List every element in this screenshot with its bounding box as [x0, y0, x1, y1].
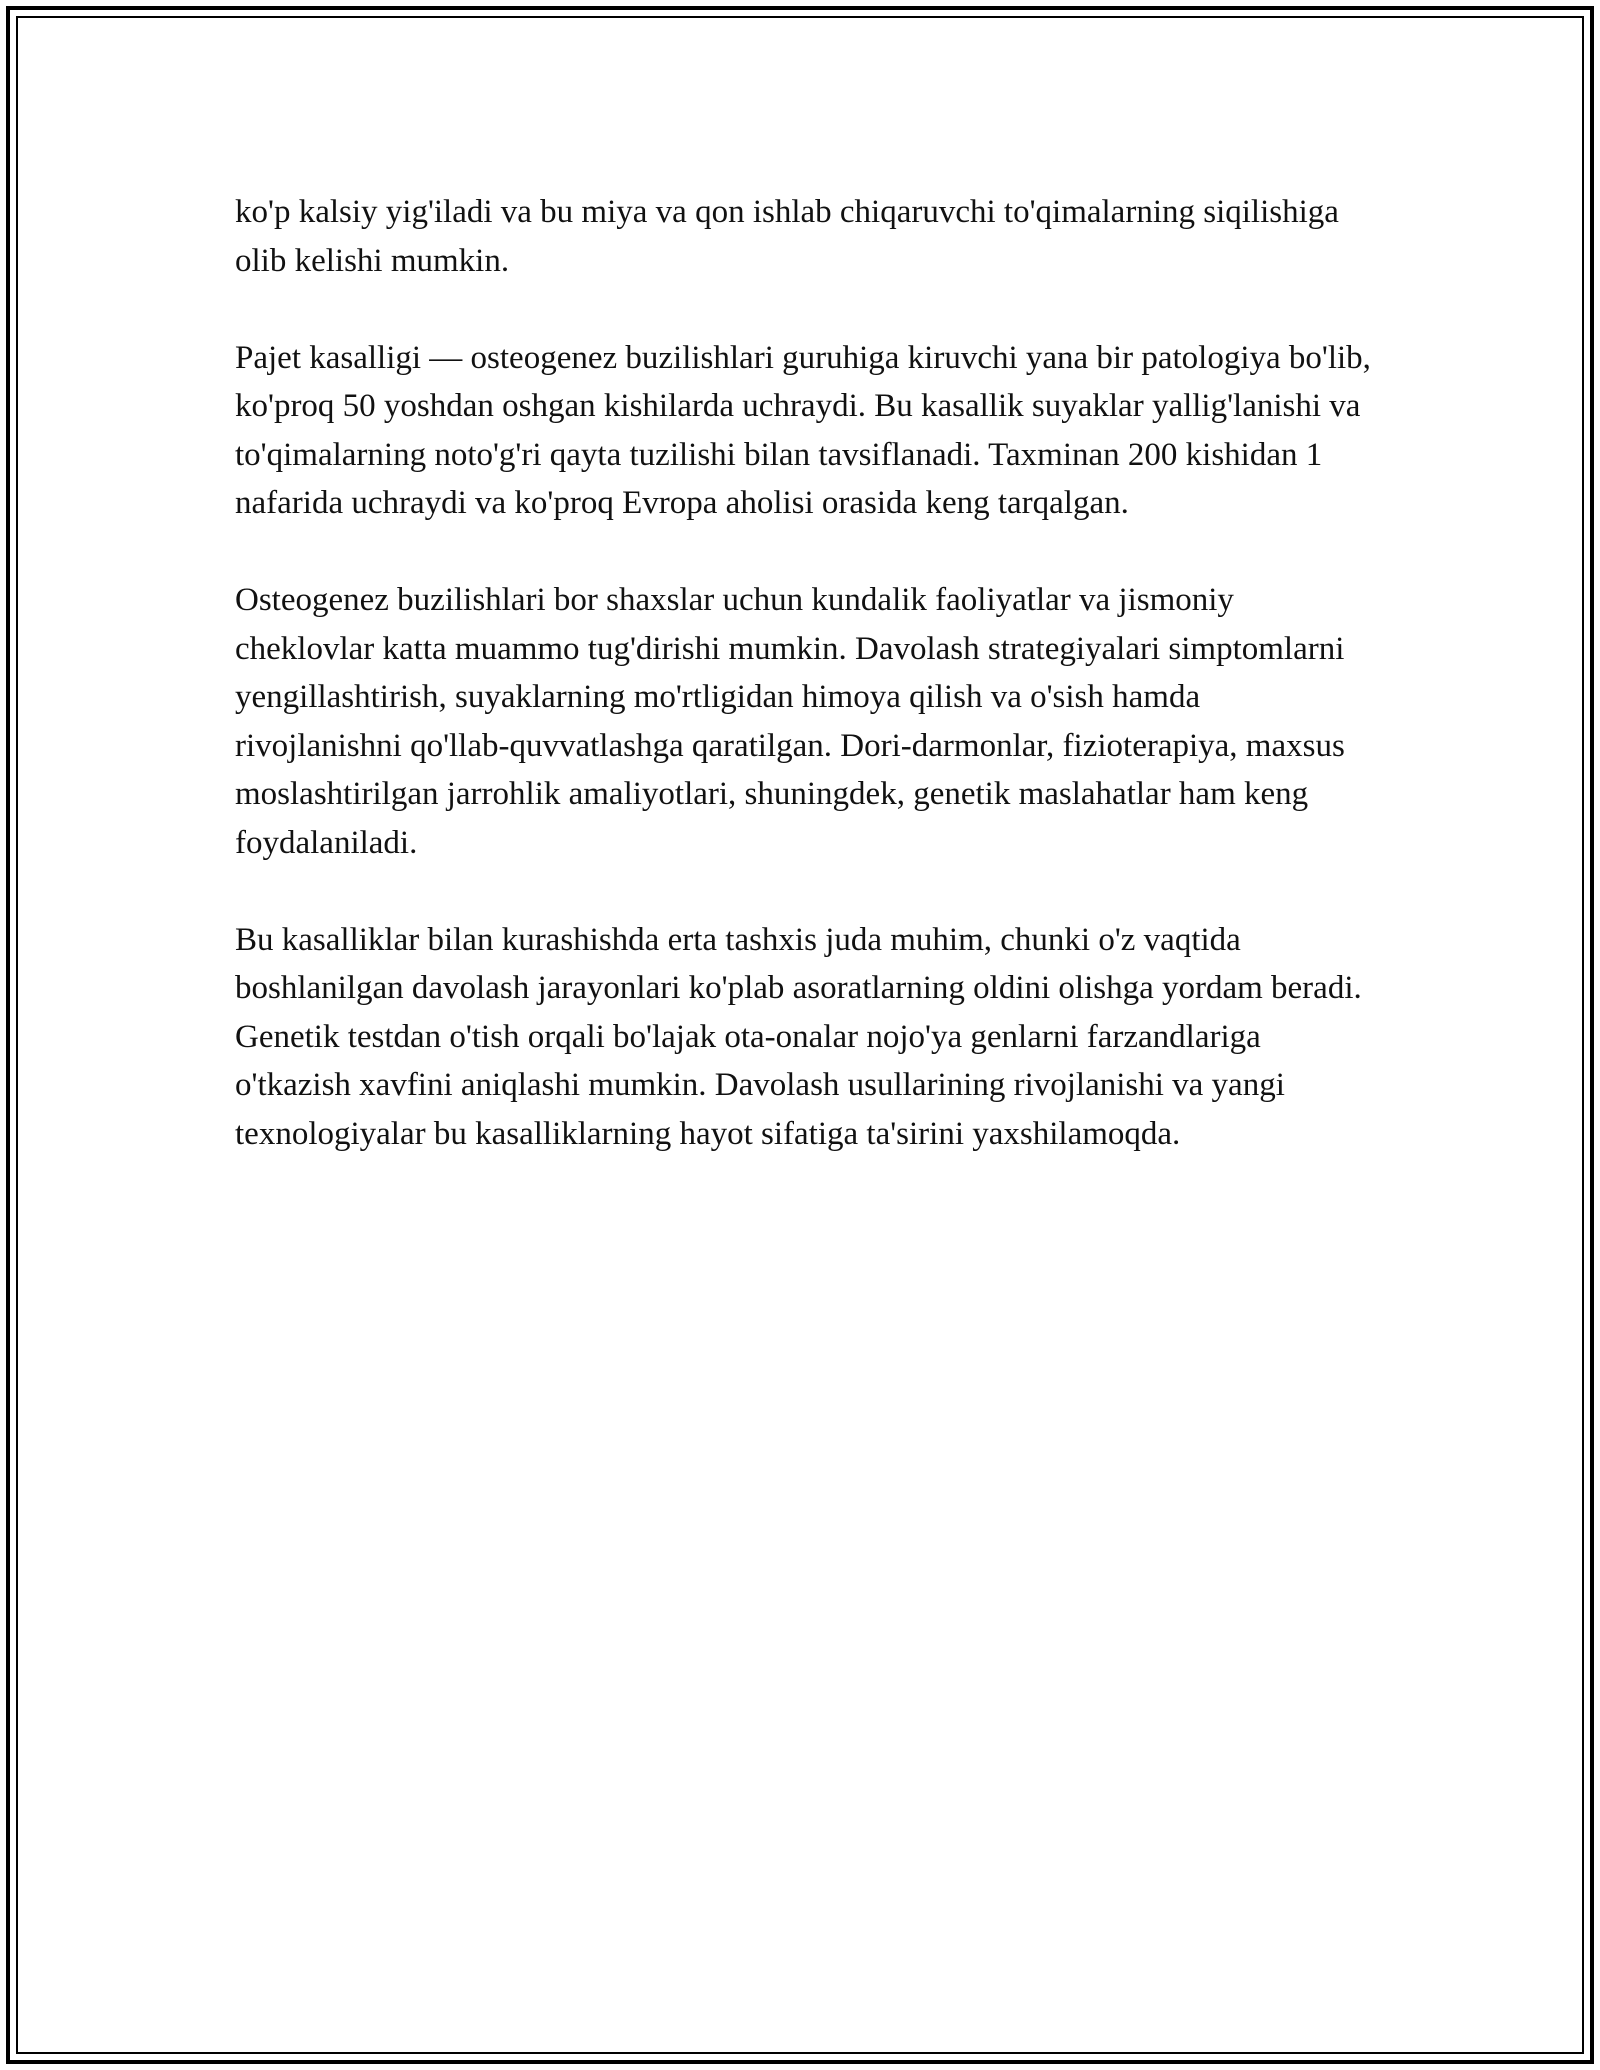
- paragraph-1: ko'p kalsiy yig'iladi va bu miya va qon ishlab chiqaruvchi to'qimalarning siqilishiga olib kelishi mumkin.: [235, 194, 1339, 279]
- paragraph-3: Osteogenez buzilishlari bor shaxslar uchun kundalik faoliyatlar va jismoniy cheklovlar katta muammo tug'dirishi mumkin. Davolash strategiyalari simptomlarni yengillashtirish, suyaklarning mo'rtligidan himoya qilish va o'sish hamda rivojlanishni qo'llab-quvvatlashga qaratilgan. Dori-darmonlar, fizioterapiya, maxsus moslashtirilgan jarrohlik amaliyotlari, shuningdek, genetik maslahatlar ham keng foydalaniladi.: [235, 582, 1345, 861]
- document-body: [235, 188, 1375, 1158]
- paragraph-4: Bu kasalliklar bilan kurashishda erta tashxis juda muhim, chunki o'z vaqtida boshlanilgan davolash jarayonlari ko'plab asoratlarning oldini olishga yordam beradi. Genetik testdan o'tish orqali bo'lajak ota-onalar nojo'ya genlarni farzandlariga o'tkazish xavfini aniqlashi mumkin. Davolash usullarining rivojlanishi va yangi texnologiyalar bu kasalliklarning hayot sifatiga ta'sirini yaxshilamoqda.: [235, 921, 1362, 1152]
- paragraph-2: Pajet kasalligi — osteogenez buzilishlari guruhiga kiruvchi yana bir patologiya bo'lib, ko'proq 50 yoshdan oshgan kishilarda uchraydi. Bu kasallik suyaklar yallig'lanishi va to'qimalarning noto'g'ri qayta tuzilishi bilan tavsiflanadi. Taxminan 200 kishidan 1 nafarida uchraydi va ko'proq Evropa aholisi orasida keng tarqalgan.: [235, 339, 1371, 521]
